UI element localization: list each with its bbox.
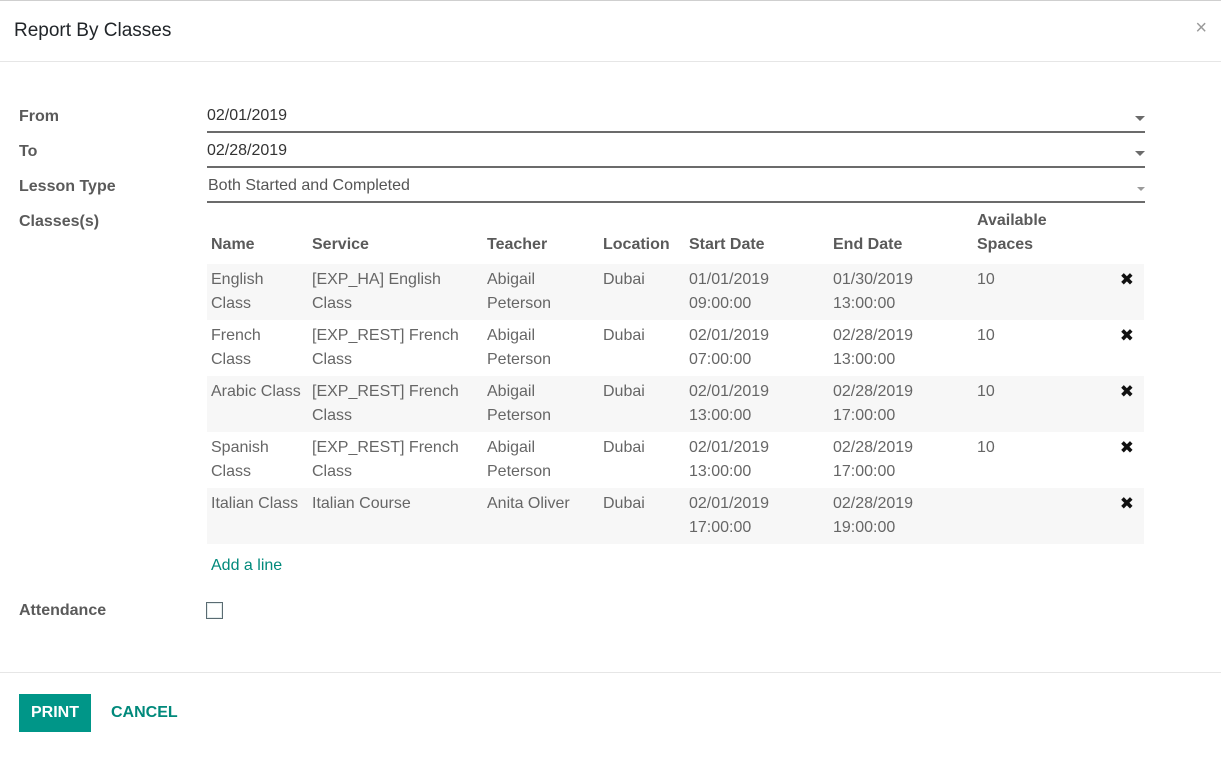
table-row[interactable] bbox=[207, 320, 1144, 376]
cell-service: [EXP_REST] French Class bbox=[312, 383, 459, 424]
cell-name: Arabic Class bbox=[211, 383, 301, 400]
cell-location: Dubai bbox=[603, 439, 645, 456]
delete-row-icon[interactable]: ✖ bbox=[1119, 494, 1134, 513]
cell-teacher: Anita Oliver bbox=[487, 495, 570, 512]
column-header-teacher[interactable]: Teacher bbox=[487, 236, 548, 253]
dialog-header bbox=[0, 1, 1221, 62]
cell-end-date: 01/30/2019 13:00:00 bbox=[833, 271, 914, 312]
cell-available-spaces: 10 bbox=[977, 439, 995, 456]
cell-available-spaces: 10 bbox=[977, 271, 995, 288]
delete-row-icon[interactable]: ✖ bbox=[1119, 438, 1134, 457]
table-row[interactable] bbox=[207, 376, 1144, 432]
column-header-end-date[interactable]: End Date bbox=[833, 236, 903, 253]
delete-row-icon[interactable]: ✖ bbox=[1119, 270, 1134, 289]
cell-location: Dubai bbox=[603, 383, 645, 400]
cell-name: English Class bbox=[211, 271, 264, 312]
cell-teacher: Abigail Peterson bbox=[487, 271, 552, 312]
lesson-type-value: Both Started and Completed bbox=[208, 177, 410, 194]
delete-row-icon[interactable]: ✖ bbox=[1119, 382, 1134, 401]
cell-location: Dubai bbox=[603, 327, 645, 344]
cell-start-date: 02/01/2019 07:00:00 bbox=[689, 327, 770, 368]
table-row[interactable] bbox=[207, 488, 1144, 544]
attendance-label: Attendance bbox=[19, 602, 107, 619]
cancel-button[interactable]: CANCEL bbox=[111, 704, 178, 721]
cell-available-spaces bbox=[973, 488, 1083, 544]
cell-location: Dubai bbox=[603, 271, 645, 288]
chevron-down-icon[interactable] bbox=[1135, 116, 1145, 121]
column-header-service[interactable]: Service bbox=[312, 236, 369, 253]
column-header-location[interactable]: Location bbox=[603, 236, 670, 253]
add-line-row bbox=[207, 544, 1144, 582]
cell-name: French Class bbox=[211, 327, 261, 368]
print-button[interactable]: PRINT bbox=[19, 694, 91, 732]
column-header-name[interactable]: Name bbox=[211, 236, 255, 253]
table-row[interactable] bbox=[207, 432, 1144, 488]
cell-teacher: Abigail Peterson bbox=[487, 383, 552, 424]
chevron-down-icon[interactable] bbox=[1137, 187, 1145, 191]
cell-name: Italian Class bbox=[211, 495, 299, 512]
classes-table bbox=[207, 209, 1144, 582]
cell-end-date: 02/28/2019 19:00:00 bbox=[833, 495, 914, 536]
to-date-field[interactable] bbox=[207, 142, 1145, 168]
delete-row-icon[interactable]: ✖ bbox=[1119, 326, 1134, 345]
cell-available-spaces: 10 bbox=[977, 383, 995, 400]
cell-start-date: 01/01/2019 09:00:00 bbox=[689, 271, 770, 312]
cell-start-date: 02/01/2019 13:00:00 bbox=[689, 439, 770, 480]
cell-service: [EXP_REST] French Class bbox=[312, 327, 459, 368]
classes-label: Classes(s) bbox=[19, 213, 100, 230]
lesson-type-label: Lesson Type bbox=[19, 178, 116, 195]
cell-location: Dubai bbox=[603, 495, 645, 512]
column-header-delete bbox=[1083, 209, 1144, 264]
cell-available-spaces: 10 bbox=[977, 327, 995, 344]
cell-name: Spanish Class bbox=[211, 439, 269, 480]
cell-service: [EXP_REST] French Class bbox=[312, 439, 459, 480]
column-header-start-date[interactable]: Start Date bbox=[689, 236, 765, 253]
lesson-type-select[interactable] bbox=[207, 177, 1145, 203]
cell-end-date: 02/28/2019 13:00:00 bbox=[833, 327, 914, 368]
close-icon[interactable]: × bbox=[1195, 17, 1207, 39]
cell-teacher: Abigail Peterson bbox=[487, 327, 552, 368]
column-header-available-spaces[interactable]: Available Spaces bbox=[977, 212, 1047, 253]
to-date-value: 02/28/2019 bbox=[207, 142, 288, 159]
cell-start-date: 02/01/2019 17:00:00 bbox=[689, 495, 770, 536]
table-header-row bbox=[207, 209, 1144, 264]
dialog-title: Report By Classes bbox=[14, 20, 172, 41]
from-date-field[interactable] bbox=[207, 107, 1145, 133]
chevron-down-icon[interactable] bbox=[1135, 151, 1145, 156]
cell-service: [EXP_HA] English Class bbox=[312, 271, 441, 312]
cell-end-date: 02/28/2019 17:00:00 bbox=[833, 439, 914, 480]
attendance-checkbox[interactable] bbox=[206, 602, 223, 619]
table-row[interactable] bbox=[207, 264, 1144, 320]
cell-teacher: Abigail Peterson bbox=[487, 439, 552, 480]
cell-service: Italian Course bbox=[312, 495, 411, 512]
dialog-footer bbox=[0, 672, 1221, 758]
cell-start-date: 02/01/2019 13:00:00 bbox=[689, 383, 770, 424]
cell-end-date: 02/28/2019 17:00:00 bbox=[833, 383, 914, 424]
to-label: To bbox=[19, 143, 38, 160]
from-label: From bbox=[19, 108, 59, 125]
add-line-link[interactable]: Add a line bbox=[211, 557, 283, 574]
from-date-value: 02/01/2019 bbox=[207, 107, 288, 124]
